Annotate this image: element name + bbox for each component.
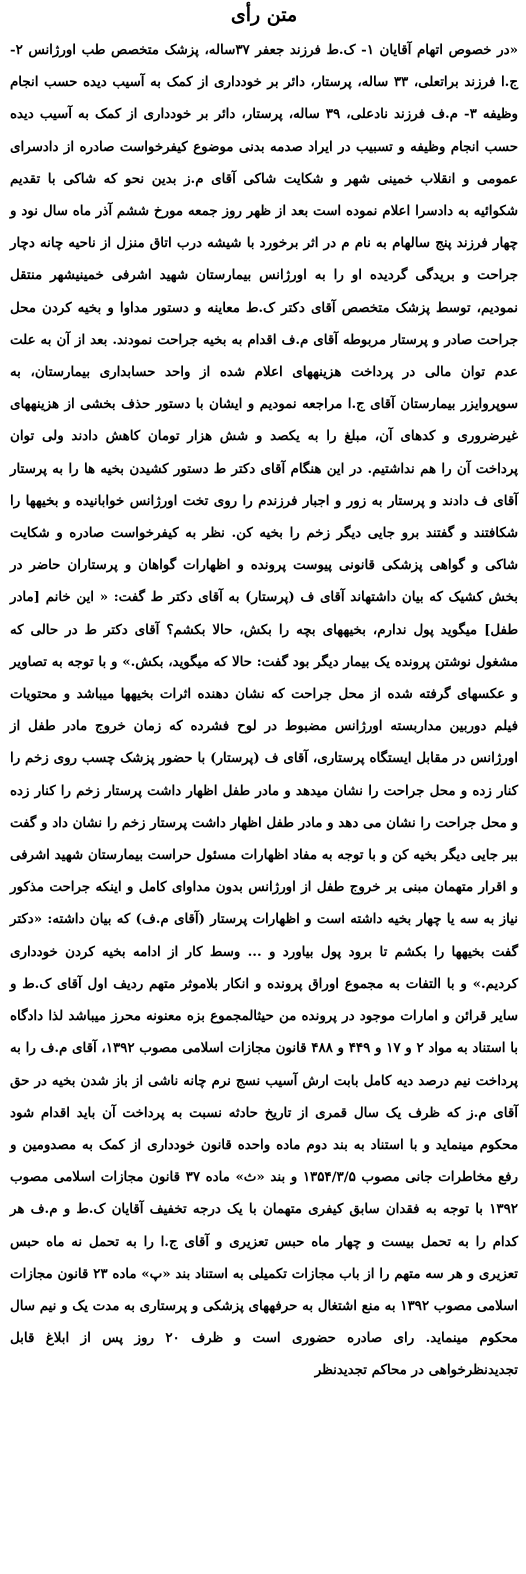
document-title: متن رأی xyxy=(230,4,298,26)
verdict-paragraph: «در خصوص اتهام آقایان ۱- ک.ط فرزند جعفر ۳۷ساله، پزشک متخصص طب اورژانس ۲- ج.ا فرزند براتعلی، ۳۳ ساله، پرستار، دائر بر خودداری از کمک به آسیب دیده حسب انجام وظیفه ۳- م.ف فرزند نادعلی، ۳۹ ساله، پرستار، دائر بر خودداری از کمک به آسیب دیده حسب انجام وظیفه و تسبیب در ایراد صدمه بدنی موضوع کیفرخواست صادره از دادسرای عمومی و انقلاب خمینی شهر و شکایت شاکی آقای م.ز بدین نحو که شاکی با تقدیم شکوائیه به دادسرا اعلام نموده است بعد از ظهر روز جمعه مورخ ششم آذر ماه سال نود و چهار فرزند پنج سالهام به نام م در اثر برخورد با شیشه درب اتاق منزل از ناحیه چانه دچار جراحت و بریدگی گردیده او را به اورژانس بیمارستان شهید اشرفی خمینیشهر منتقل نمودیم، توسط پزشک متخصص آقای دکتر ک.ط معاینه و دستور مداوا و بخیه کردن محل جراحت صادر و پرستار مربوطه آقای م.ف اقدام به بخیه جراحت نمودند. بعد از آن به علت عدم توان مالی در پرداخت هزینههای اعلام شده از واحد حسابداری بیمارستان، به سوپروایزر بیمارستان آقای ج.ا مراجعه نمودیم و ایشان با دستور حذف بخشی از هزینههای غیرضروری و کدهای آن، مبلغ را به یکصد و شش هزار تومان کاهش دادند ولی توان پرداخت آن را هم نداشتیم. در این هنگام آقای دکتر ط دستور کشیدن بخیه ها را به پرستار آقای ف دادند و پرستار به زور و اجبار فرزندم را روی تخت اورژانس خوابانیده و بخیهها را شکافتند و گفتند برو جایی دیگر زخم را بخیه کن. نظر به کیفرخواست صادره و شکایت شاکی و گواهی پزشکی قانونی پیوست پرونده و اظهارات گواهان و پرستاران حاضر در بخش کشیک که بیان داشتهاند آقای ف (پرستار) به آقای دکتر ط گفت: « این خانم [مادر طفل] میگوید پول ندارم، بخیههای بچه را بکش، حالا بکشم؟ آقای دکتر ط در حالی که مشغول نوشتن پرونده یک بیمار دیگر بود گفت: حالا که میگوید، بکش.» و با توجه به تصاویر و عکسهای گرفته شده از محل جراحت که نشان دهنده اثرات بخیهها میباشد و محتویات فیلم دوربین مداربسته اورژانس مضبوط در لوح فشرده که زمان خروج مادر طفل از اورژانس در مقابل ایستگاه پرستاری، آقای ف (پرستار) با حضور پزشک چسب روی زخم را کنار زده و محل جراحت را نشان میدهد و مادر طفل اظهار داشت پرستار زخم را کنار زده و محل جراحت را نشان می دهد و مادر طفل اظهار داشت پرستار زخم را نشان داد و گفت ببر جایی دیگر بخیه کن و با توجه به مفاد اظهارات مسئول حراست بیمارستان شهید اشرفی و اقرار متهمان مبنی بر خروج طفل از اورژانس بدون مداوای کامل و اینکه جراحت مذکور نیاز به سه یا چهار بخیه داشته است و اظهارات پرستار (آقای م.ف) که بیان داشته: «دکتر گفت بخیهها را بکشم تا برود پول بیاورد و ... وسط کار از ادامه بخیه کردن خودداری کردیم.» و با التفات به مجموع اوراق پرونده و انکار بلاموثر متهم ردیف اول آقای ک.ط و سایر قرائن و امارات موجود در پرونده من حیثالمجموع بزه معنونه محرز میباشد لذا دادگاه با استناد به مواد ۲ و ۱۷ و ۴۴۹ و ۴۸۸ قانون مجازات اسلامی مصوب ۱۳۹۲، آقای م.ف را به پرداخت نیم درصد دیه کامل بابت ارش آسیب نسج نرم چانه ناشی از باز شدن بخیه در حق آقای م.ز که ظرف یک سال قمری از تاریخ حادثه نسبت به پرداخت آن باید اقدام شود محکوم مینماید و با استناد به بند دوم ماده واحده قانون خودداری از کمک به مصدومین و رفع مخاطرات جانی مصوب ۱۳۵۴/۳/۵ و بند «ث» ماده ۳۷ قانون مجازات اسلامی مصوب ۱۳۹۲ با توجه به فقدان سابق کیفری متهمان با یک درجه تخفیف آقایان ک.ط و م.ف هر کدام را به تحمل بیست و چهار ماه حبس تعزیری و آقای ج.ا را به تحمل نه ماه حبس تعزیری و هر سه متهم را از باب مجازات تکمیلی به استناد بند «پ» ماده ۲۳ قانون مجازات اسلامی مصوب ۱۳۹۲ به منع اشتغال به حرفههای پزشکی و پرستاری به مدت یک و نیم سال محکوم مینماید. رای صادره حضوری است و ظرف ۲۰ روز پس از ابلاغ قابل تجدیدنظرخواهی در محاکم تجدیدنظر xyxy=(10,42,519,1379)
